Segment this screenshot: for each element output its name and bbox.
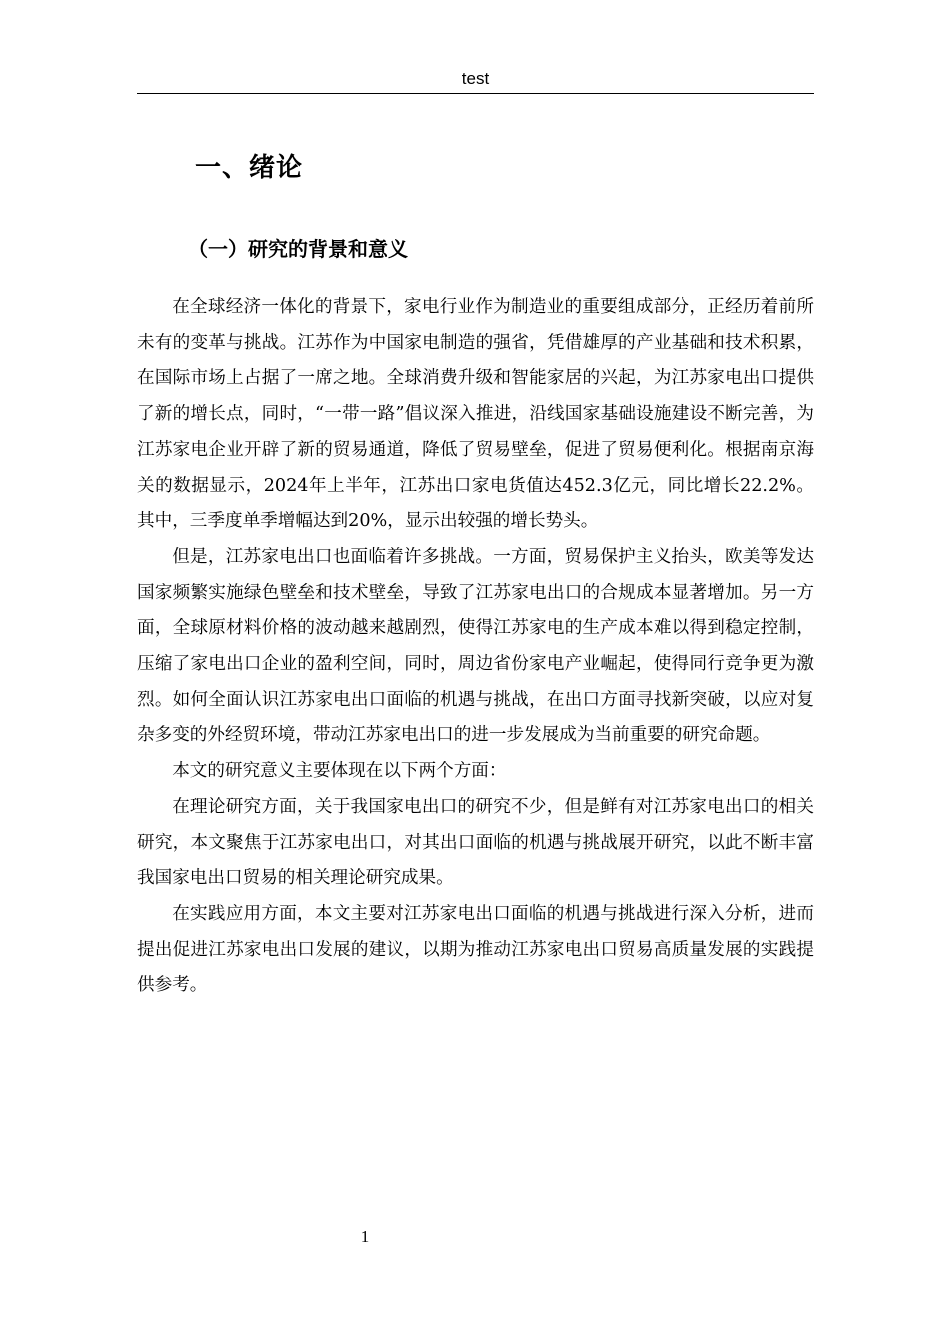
paragraph-background: 在全球经济一体化的背景下，家电行业作为制造业的重要组成部分，正经历着前所未有的变革与挑战。江苏作为中国家电制造的强省，凭借雄厚的产业基础和技术积累，在国际市场上占据了一席之地。全球消费升级和智能家居的兴起，为江苏家电出口提供了新的增长点，同时，“一带一路”倡议深入推进，沿线国家基础设施建设不断完善，为江苏家电企业开辟了新的贸易通道，降低了贸易壁垒，促进了贸易便利化。根据南京海关的数据显示，2024年上半年，江苏出口家电货值达452.3亿元，同比增长22.2%。其中，三季度单季增幅达到20%，显示出较强的增长势头。 bbox=[137, 297, 814, 532]
paragraph-challenges: 但是，江苏家电出口也面临着许多挑战。一方面，贸易保护主义抬头，欧美等发达国家频繁实施绿色壁垒和技术壁垒，导致了江苏家电出口的合规成本显著增加。另一方面，全球原材料价格的波动越来越剧烈，使得江苏家电的生产成本难以得到稳定控制，压缩了家电出口企业的盈利空间，同时，周边省份家电产业崛起，使得同行竞争更为激烈。如何全面认识江苏家电出口面临的机遇与挑战，在出口方面寻找新突破，以应对复杂多变的外经贸环境，带动江苏家电出口的进一步发展成为当前重要的研究命题。 bbox=[137, 546, 814, 746]
page-header: test bbox=[461, 69, 490, 88]
body-text bbox=[137, 290, 814, 1004]
header-divider bbox=[137, 93, 814, 94]
paragraph-practical-significance: 在实践应用方面，本文主要对江苏家电出口面临的机遇与挑战进行深入分析，进而提出促进江苏家电出口发展的建议，以期为推动江苏家电出口贸易高质量发展的实践提供参考。 bbox=[137, 903, 814, 996]
paragraph-significance-intro: 本文的研究意义主要体现在以下两个方面： bbox=[172, 761, 507, 782]
section-title: （一）研究的背景和意义 bbox=[188, 237, 408, 261]
chapter-title: 一、绪论 bbox=[195, 153, 304, 183]
page-number: 1 bbox=[360, 1227, 370, 1246]
paragraph-theoretical-significance: 在理论研究方面，关于我国家电出口的研究不少，但是鲜有对江苏家电出口的相关研究，本文聚焦于江苏家电出口，对其出口面临的机遇与挑战展开研究，以此不断丰富我国家电出口贸易的相关理论研究成果。 bbox=[137, 796, 814, 889]
